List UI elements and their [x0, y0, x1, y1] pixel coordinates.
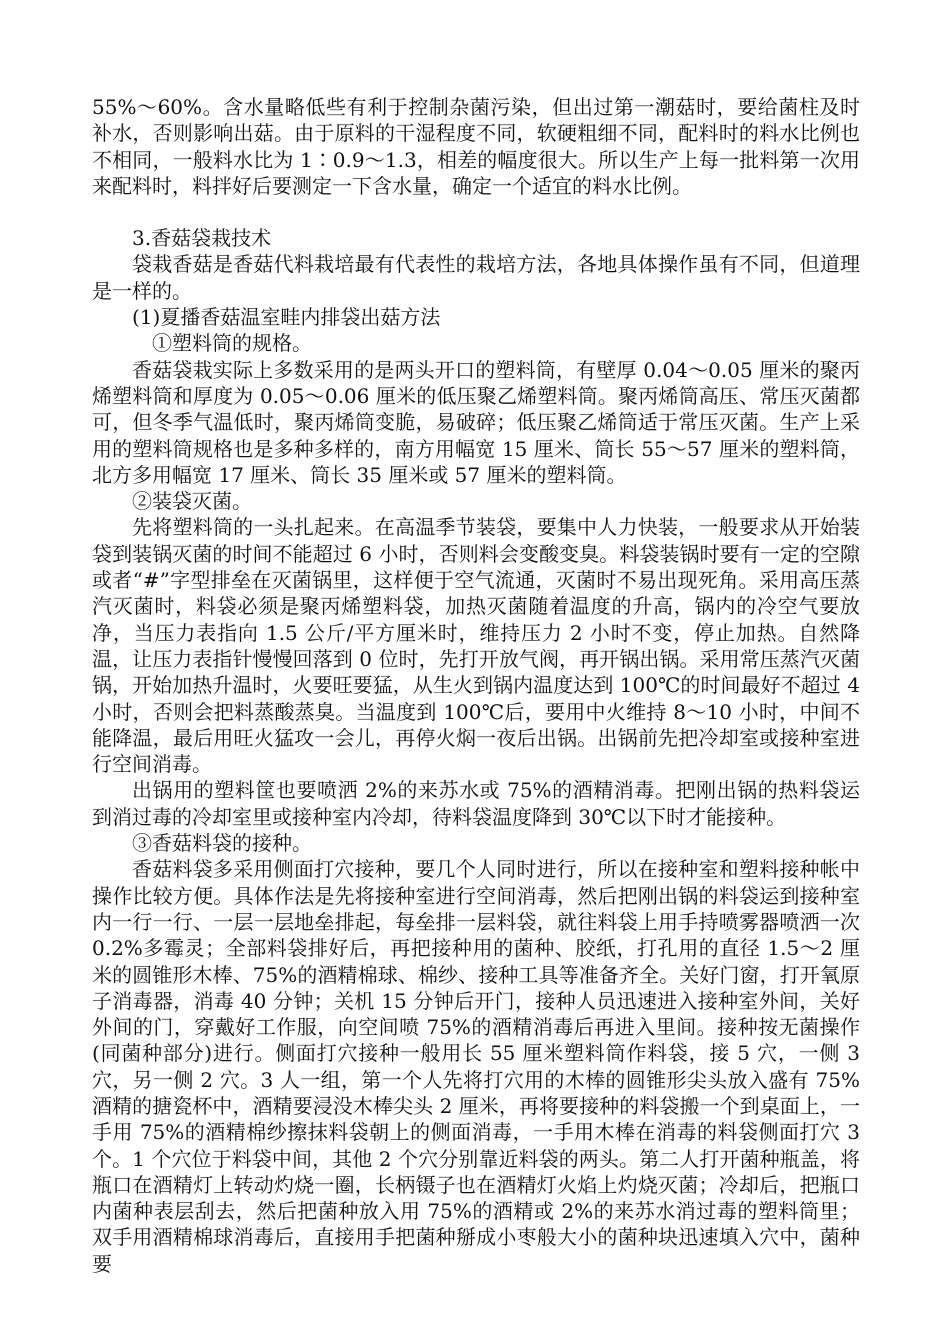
paragraph-gap — [92, 199, 860, 225]
paragraph-inoculation: 香菇料袋多采用侧面打穴接种，要几个人同时进行，所以在接种室和塑料接种帐中操作比较方便。具体作法是先将接种室进行空间消毒，然后把刚出锅的料袋运到接种室内一行一行、一层一层地垒排起，每垒排一层料袋，就往料袋上用手持喷雾器喷洒一次 0.2%多霉灵；全部料袋排好后，再把接种用的菌种、胶纸，打孔用的直径 1.5～2 厘米的圆锥形木棒、75%的酒精棉球、棉纱、接种工具等准备齐全。关好门窗，打开氧原子消毒器，消毒 40 分钟；关机 15 分钟后开门，接种人员迅速进入接种室外间，关好外间的门，穿戴好工作服，向空间喷 75%的酒精消毒后再进入里间。接种按无菌操作(同菌种部分)进行。侧面打穴接种一般用长 55 厘米塑料筒作料袋，接 5 穴，一侧 3 穴，另一侧 2 穴。3 人一组，第一个人先将打穴用的木棒的圆锥形尖头放入盛有 75%酒精的搪瓷杯中，酒精要浸没木棒尖头 2 厘米，再将要接种的料袋搬一个到桌面上，一手用 75%的酒精棉纱擦抹料袋朝上的侧面消毒，一手用木棒在消毒的料袋侧面打穴 3 个。1 个穴位于料袋中间，其他 2 个穴分别靠近料袋的两头。第二人打开菌种瓶盖，将瓶口在酒精灯上转动灼烧一圈，长柄镊子也在酒精灯火焰上灼烧灭菌；冷却后，把瓶口内菌种表层刮去，然后把菌种放入用 75%的酒精或 2%的来苏水消过毒的塑料筒里；双手用酒精棉球消毒后，直接用手把菌种掰成小枣般大小的菌种块迅速填入穴中，菌种要 — [92, 857, 860, 1276]
paragraph-bagging-sterilization: 先将塑料筒的一头扎起来。在高温季节装袋，要集中人力快装，一般要求从开始装袋到装锅灭菌的时间不能超过 6 小时，否则料会变酸变臭。料袋装锅时要有一定的空隙或者“#”字型排垒在灭菌锅里，这样便于空气流通，灭菌时不易出现死角。采用高压蒸汽灭菌时，料袋必须是聚丙烯塑料袋，加热灭菌随着温度的升高，锅内的冷空气要放净，当压力表指向 1.5 公斤/平方厘米时，维持压力 2 小时不变，停止加热。自然降温，让压力表指针慢慢回落到 0 位时，先打开放气阀，再开锅出锅。采用常压蒸汽灭菌锅，开始加热升温时，火要旺要猛，从生火到锅内温度达到 100℃的时间最好不超过 4 小时，否则会把料蒸酸蒸臭。当温度到 100℃后，要用中火维持 8～10 小时，中间不能降温，最后用旺火猛攻一会儿，再停火焖一夜后出锅。出锅前先把冷却室或接种室进行空间消毒。 — [92, 515, 860, 777]
subheading-inoculation: ③香菇料袋的接种。 — [132, 831, 312, 856]
paragraph-moisture: 55%～60%。含水量略低些有利于控制杂菌污染，但出过第一潮菇时，要给菌柱及时补水，否则影响出菇。由于原料的干湿程度不同，软硬粗细不同，配料时的料水比例也不相同，一般料水比为 1∶0.9～1.3，相差的幅度很大。所以生产上每一批料第一次用来配料时，料拌好后要测定一下含水量，确定一个适宜的料水比例。 — [92, 95, 860, 198]
section-heading-bag-cultivation: 3.香菇袋栽技术 — [132, 226, 272, 251]
subheading-summer-sowing: (1)夏播香菇温室畦内排袋出菇方法 — [132, 305, 441, 330]
paragraph-cooling: 出锅用的塑料筐也要喷洒 2%的来苏水或 75%的酒精消毒。把刚出锅的热料袋运到消过毒的冷却室里或接种室内冷却，待料袋温度降到 30℃以下时才能接种。 — [92, 778, 860, 829]
paragraph-tube-spec: 香菇袋栽实际上多数采用的是两头开口的塑料筒，有壁厚 0.04～0.05 厘米的聚丙烯塑料筒和厚度为 0.05～0.06 厘米的低压聚乙烯塑料筒。聚丙烯筒高压、常压灭菌都可，但冬季气温低时，聚丙烯筒变脆，易破碎；低压聚乙烯筒适于常压灭菌。生产上采用的塑料筒规格也是多种多样的，南方用幅宽 15 厘米、筒长 55～57 厘米的塑料筒，北方多用幅宽 17 厘米、筒长 35 厘米或 57 厘米的塑料筒。 — [92, 357, 860, 487]
subheading-bagging-sterilization: ②装袋灭菌。 — [132, 489, 252, 514]
paragraph-bag-intro: 袋栽香菇是香菇代料栽培最有代表性的栽培方法，各地具体操作虽有不同，但道理是一样的。 — [92, 252, 860, 303]
document-page — [92, 94, 860, 1277]
subheading-tube-spec: ①塑料筒的规格。 — [152, 331, 312, 356]
